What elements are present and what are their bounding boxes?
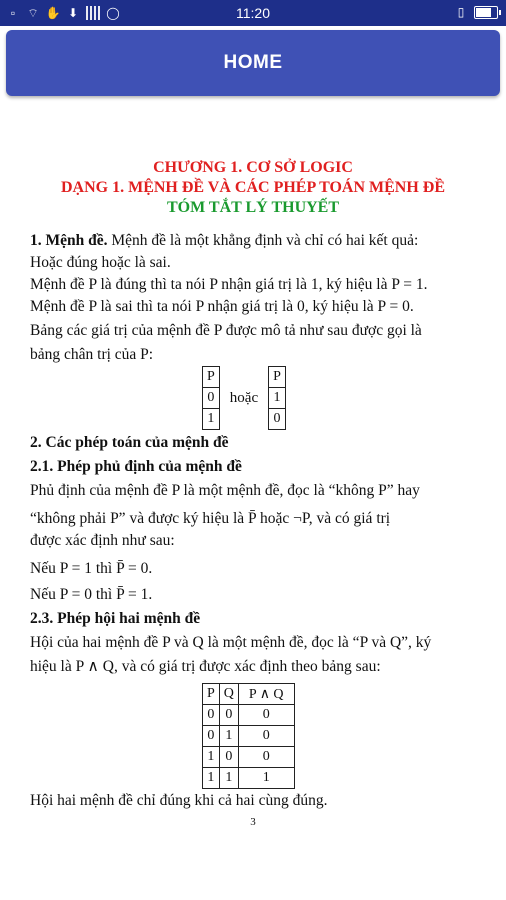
heading-conjunction: 2.3. Phép hội hai mệnh đề [30,610,201,627]
text-line: Nếu P = 1 thì P̄ = 0. [30,560,153,577]
status-time: 11:20 [236,5,270,21]
hand-icon: ✋ [45,6,61,20]
table-header: P [203,684,220,705]
conjunction-table [202,683,295,789]
table-header-row [203,684,295,705]
heading-operations: 2. Các phép toán của mệnh đề [30,434,229,451]
sync-icon: ◯ [106,6,120,20]
definition-heading: 1. Mệnh đề. [30,232,108,249]
table-cell: P [269,367,286,388]
table-header: Q [219,684,238,705]
table-row [203,726,295,747]
text-line: Nếu P = 0 thì P̄ = 1. [30,586,153,603]
table-cell: 1 [219,726,238,747]
home-button[interactable]: HOME [223,52,283,73]
text-line: Hội của hai mệnh đề P và Q là một mệnh đề, đọc là “P và Q”, ký [30,634,432,651]
table-cell: 0 [219,747,238,768]
chapter-title: CHƯƠNG 1. CƠ SỞ LOGIC [153,159,353,176]
wifi-icon: ⌔ [27,5,39,20]
table-cell: P [203,367,220,388]
table-cell: 1 [203,409,220,430]
document-page [0,150,506,809]
table-cell: 1 [219,768,238,789]
table-cell: 0 [238,705,294,726]
battery-icon [474,6,498,19]
section-title: DẠNG 1. MỆNH ĐỀ VÀ CÁC PHÉP TOÁN MỆNH ĐỀ [60,179,446,196]
home-bar[interactable] [6,30,500,96]
table-header: P ∧ Q [238,684,294,705]
sim-icon: ▫ [10,6,16,20]
table-row [203,705,295,726]
text-line: Mệnh đề P là đúng thì ta nói P nhận giá trị là 1, ký hiệu là P = 1. [30,276,428,293]
download-icon: ⬇ [67,6,79,20]
text-line: Mệnh đề P là sai thì ta nói P nhận giá trị là 0, ký hiệu là P = 0. [30,298,414,315]
vibrate-icon: ▯ [457,5,465,19]
definition-line [30,230,480,252]
table-cell: 0 [219,705,238,726]
text-line: Hoặc đúng hoặc là sai. [30,254,171,271]
table-cell: 0 [203,388,220,409]
table-cell: 1 [203,768,220,789]
table-cell: 0 [238,726,294,747]
definition-text: Mệnh đề là một khẳng định và chỉ có hai kết quả: [107,232,419,249]
text-line: hiệu là P ∧ Q, và có giá trị được xác định theo bảng sau: [30,658,381,675]
table-cell: 1 [269,388,286,409]
text-line: Bảng các giá trị của mệnh đề P được mô tả như sau được gọi là [30,322,422,339]
table-cell: 0 [238,747,294,768]
truth-table-small-1 [202,366,220,430]
text-line: được xác định như sau: [30,532,175,549]
text-line: Phủ định của mệnh đề P là một mệnh đề, đọc là “không P” hay [30,482,420,499]
page-number: 3 [250,816,256,828]
table-row [203,768,295,789]
text-line: “không phải P” và được ký hiệu là P̄ hoặc ¬P, và có giá trị [30,510,391,527]
or-word: hoặc [229,389,259,406]
text-line: Hội hai mệnh đề chỉ đúng khi cả hai cùng đúng. [30,792,328,809]
text-line: bảng chân trị của P: [30,346,154,363]
truth-value-tables [202,366,286,430]
table-cell: 0 [203,726,220,747]
table-cell: 1 [203,747,220,768]
table-cell: 0 [269,409,286,430]
truth-table-small-2 [268,366,286,430]
table-row [203,747,295,768]
heading-negation: 2.1. Phép phủ định của mệnh đề [30,458,242,475]
summary-title: TÓM TẮT LÝ THUYẾT [166,199,340,216]
status-bar [0,0,506,26]
table-cell: 0 [203,705,220,726]
table-cell: 1 [238,768,294,789]
